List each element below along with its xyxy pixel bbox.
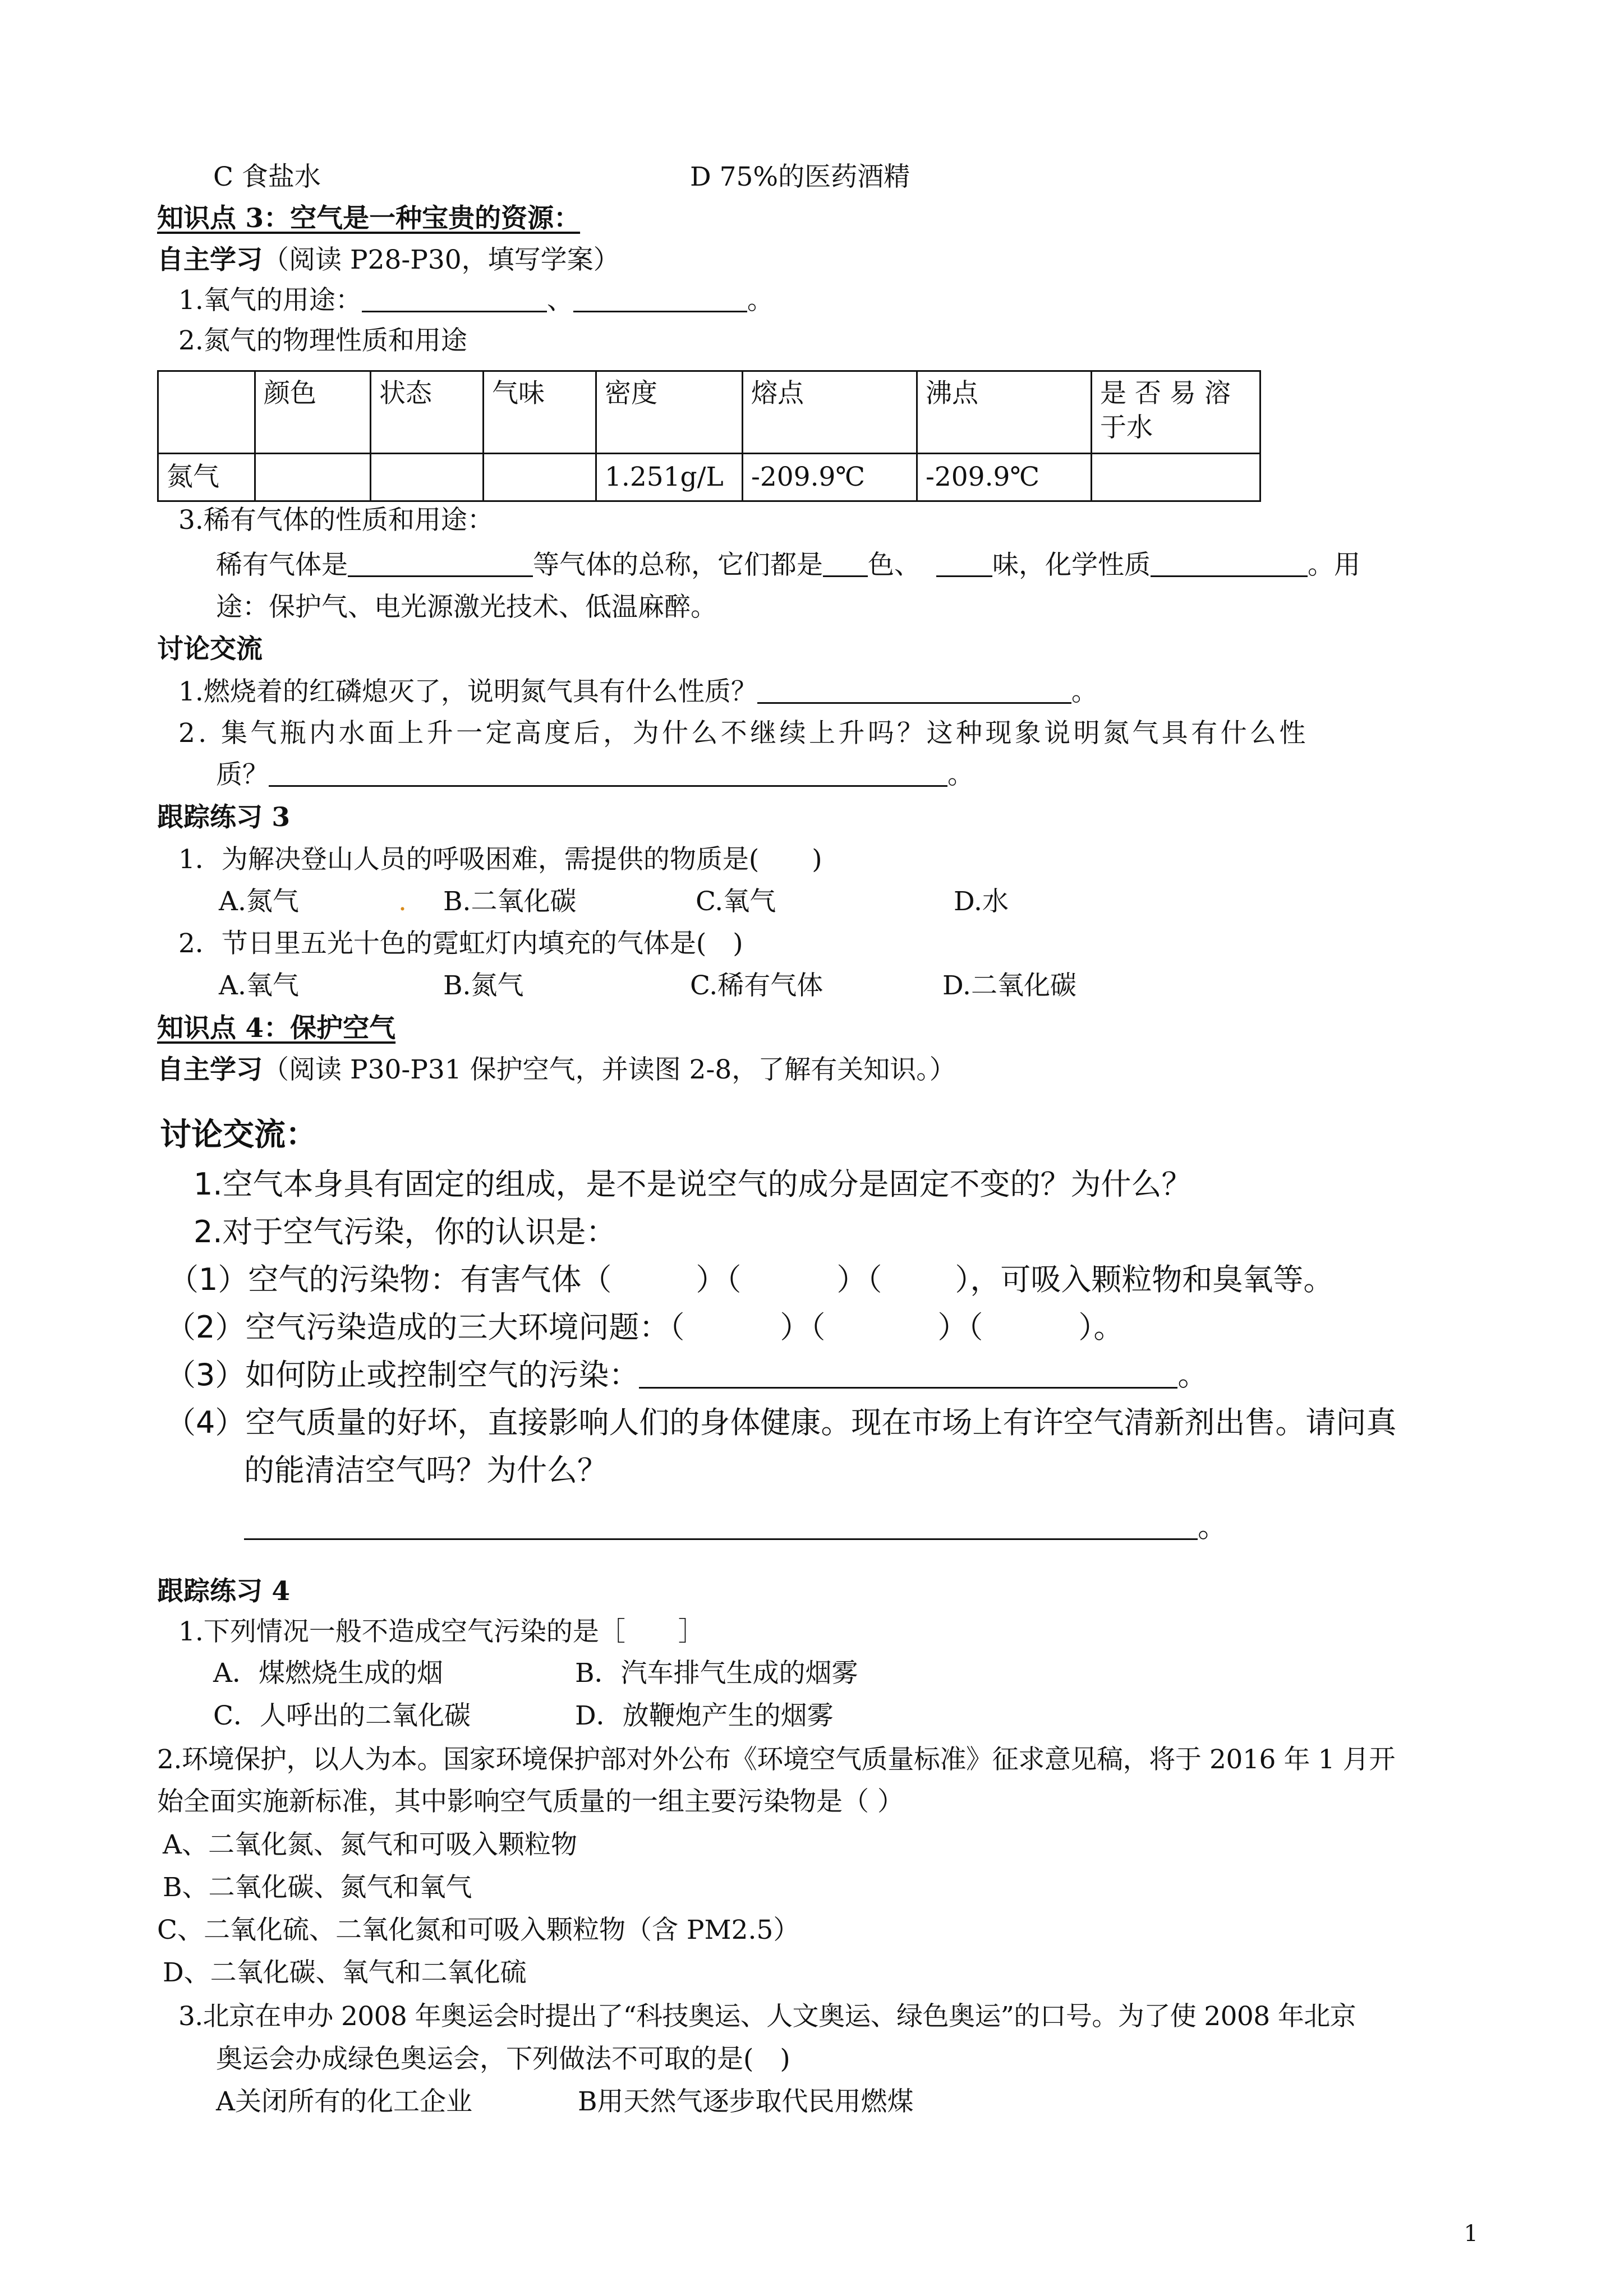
control-pollution-blank[interactable] — [639, 1359, 1177, 1389]
oxygen-uses-end: 。 — [747, 285, 774, 316]
practice4-q3-opt-a[interactable]: A关闭所有的化工企业 — [216, 2086, 472, 2117]
table-header-row — [158, 371, 1260, 454]
discussion3-q2-end: 。 — [947, 759, 974, 790]
rare-gas-blank-4[interactable] — [1151, 551, 1308, 577]
option-c: C 食盐水 — [213, 162, 321, 192]
table-cell[interactable] — [1092, 454, 1260, 501]
section-title-kp3: 知识点 3：空气是一种宝贵的资源： — [157, 203, 581, 234]
practice4-q1-opt-b[interactable]: B．汽车排气生成的烟雾 — [575, 1658, 858, 1689]
oxygen-uses-sep: 、 — [546, 285, 573, 316]
practice-title-3: 跟踪练习 3 — [157, 802, 291, 833]
oxygen-use-blank-2[interactable] — [573, 286, 747, 312]
s2-text-a: （2）空气污染造成的三大环境问题：（ — [165, 1310, 685, 1345]
practice3-q2-opt-a[interactable]: A.氧气 — [219, 970, 299, 1001]
self-study-note: （阅读 P30-P31 保护空气，并读图 2-8，了解有关知识。） — [263, 1054, 956, 1085]
rare-gas-blank-1[interactable] — [348, 551, 533, 577]
practice4-q3-opt-b[interactable]: B用天然气逐步取代民用燃煤 — [578, 2086, 914, 2117]
discussion4-s1 — [168, 1262, 1333, 1298]
practice4-q3-line2: 奥运会办成绿色奥运会，下列做法不可取的是( ) — [216, 2044, 790, 2074]
practice3-q2: 2．节日里五光十色的霓虹灯内填充的气体是( ) — [178, 928, 743, 959]
practice4-q3-line1: 3.北京在申办 2008 年奥运会时提出了“科技奥运、人文奥运、绿色奥运”的口号。为了使 2008 年北京 — [178, 2001, 1356, 2032]
table-cell[interactable] — [255, 454, 371, 501]
s1-text-d: ），可吸入颗粒物和臭氧等。 — [955, 1262, 1334, 1297]
air-freshener-answer-blank[interactable] — [244, 1510, 1198, 1540]
rare-gas-line-2: 途：保护气、电光源激光技术、低温麻醉。 — [216, 592, 717, 623]
practice3-q2-opt-d[interactable]: D.二氧化碳 — [942, 970, 1076, 1001]
practice3-q2-opt-b[interactable]: B.氮气 — [443, 970, 524, 1001]
table-header-cell: 密度 — [596, 371, 743, 454]
self-study-label: 自主学习 — [157, 1054, 263, 1085]
table-row — [158, 454, 1260, 501]
rare-gas-text-d: 味，化学性质 — [992, 550, 1151, 580]
discussion4-q2: 2.对于空气污染，你的认识是： — [194, 1214, 617, 1250]
s3-text: （3）如何防止或控制空气的污染： — [165, 1357, 640, 1393]
discussion4-q1: 1.空气本身具有固定的组成，是不是说空气的成分是固定不变的？为什么？ — [194, 1167, 1192, 1202]
practice3-q1: 1．为解决登山人员的呼吸困难，需提供的物质是( ) — [178, 844, 822, 875]
oxygen-uses-question — [178, 285, 774, 316]
self-study-kp3 — [157, 245, 620, 276]
section-title-kp4: 知识点 4：保护空气 — [157, 1013, 396, 1044]
rare-gas-text-c: 色、 — [868, 550, 921, 580]
practice3-q1-opt-a[interactable]: A.氮气 — [219, 886, 299, 917]
rare-gas-text-b: 等气体的总称，它们都是 — [533, 550, 823, 580]
s3-end: 。 — [1177, 1357, 1208, 1393]
rare-gas-text-e: 。用 — [1308, 550, 1360, 580]
discussion4-s3 — [165, 1357, 1208, 1394]
discussion4-s2 — [165, 1310, 1124, 1346]
practice3-q1-opt-c[interactable]: C.氧气 — [696, 886, 776, 917]
practice4-q2-opt-a[interactable]: A、二氧化氮、氮气和可吸入颗粒物 — [163, 1829, 577, 1860]
page-number: 1 — [1464, 2221, 1478, 2247]
discussion3-q2-line2 — [216, 759, 974, 791]
rare-gas-blank-2[interactable] — [823, 551, 868, 577]
nitrogen-properties-table — [157, 370, 1261, 502]
discussion-title-3: 讨论交流 — [157, 634, 263, 665]
practice-title-4: 跟踪练习 4 — [157, 1576, 291, 1607]
practice4-q2-opt-d[interactable]: D、二氧化碳、氧气和二氧化硫 — [163, 1957, 527, 1988]
table-header-cell: 气味 — [484, 371, 596, 454]
table-header-cell: 是 否 易 溶 于水 — [1092, 371, 1260, 454]
practice3-q2-opt-c[interactable]: C.稀有气体 — [690, 970, 823, 1001]
practice4-q1: 1.下列情况一般不造成空气污染的是［ ］ — [178, 1616, 705, 1647]
discussion3-q1-end: 。 — [1071, 676, 1098, 707]
oxygen-use-blank-1[interactable] — [362, 286, 547, 312]
option-d: D 75%的医药酒精 — [690, 162, 910, 192]
self-study-label: 自主学习 — [157, 245, 263, 275]
table-header-cell — [158, 371, 255, 454]
s4-end: 。 — [1198, 1509, 1228, 1544]
table-cell[interactable] — [484, 454, 596, 501]
discussion3-q1-text: 1.燃烧着的红磷熄灭了，说明氮气具有什么性质？ — [178, 676, 757, 707]
discussion-title-4: 讨论交流： — [160, 1117, 317, 1153]
practice3-q1-opt-b[interactable]: B.二氧化碳 — [443, 886, 577, 917]
discussion3-q2-blank[interactable] — [269, 760, 947, 787]
table-header-cell: 熔点 — [743, 371, 917, 454]
table-cell: 氮气 — [158, 454, 255, 501]
practice4-q1-opt-d[interactable]: D．放鞭炮产生的烟雾 — [575, 1700, 834, 1731]
practice4-q1-opt-c[interactable]: C．人呼出的二氧化碳 — [213, 1700, 471, 1731]
rare-gas-blank-3[interactable] — [936, 551, 992, 577]
rare-gas-line-1 — [216, 550, 1360, 581]
practice4-q2-line2: 始全面实施新标准，其中影响空气质量的一组主要污染物是（ ） — [157, 1786, 904, 1817]
table-cell[interactable] — [371, 454, 484, 501]
s1-text-c: ）（ — [836, 1262, 882, 1297]
rare-gas-text-a: 稀有气体是 — [216, 550, 348, 580]
s2-text-d: ）。 — [1078, 1310, 1124, 1345]
discussion3-q1 — [178, 676, 1098, 708]
nitrogen-properties-heading: 2.氮气的物理性质和用途 — [178, 325, 467, 356]
self-study-note: （阅读 P28-P30，填写学案） — [263, 245, 620, 275]
rare-gas-heading: 3.稀有气体的性质和用途： — [178, 505, 494, 536]
s1-text-a: （1）空气的污染物：有害气体（ — [168, 1262, 612, 1297]
discussion4-s4-line1: （4）空气质量的好坏，直接影响人们的身体健康。现在市场上有许空气清新剂出售。请问真 — [165, 1405, 1397, 1440]
practice3-q1-dot: . — [398, 886, 407, 917]
table-header-cell: 状态 — [371, 371, 484, 454]
s2-text-c: ）（ — [937, 1310, 983, 1345]
discussion3-q2-line1: 2. 集气瓶内水面上升一定高度后，为什么不继续上升吗？这种现象说明氮气具有什么性 — [178, 718, 1309, 749]
table-cell: -209.9℃ — [917, 454, 1092, 501]
table-cell: -209.9℃ — [743, 454, 917, 501]
practice3-q1-opt-d[interactable]: D.水 — [954, 886, 1009, 917]
table-cell: 1.251g/L — [596, 454, 743, 501]
practice4-q2-opt-b[interactable]: B、二氧化碳、氮气和氧气 — [163, 1872, 472, 1903]
discussion4-s4-line2: 的能清洁空气吗？为什么？ — [244, 1453, 608, 1488]
s2-text-b: ）（ — [780, 1310, 826, 1345]
practice4-q2-opt-c[interactable]: C、二氧化硫、二氧化氮和可吸入颗粒物（含 PM2.5） — [157, 1915, 800, 1945]
oxygen-uses-label: 1.氧气的用途： — [178, 285, 362, 316]
discussion4-s4-answer — [244, 1509, 1228, 1545]
table-header-cell: 沸点 — [917, 371, 1092, 454]
s1-text-b: ）（ — [696, 1262, 742, 1297]
table-header-cell: 颜色 — [255, 371, 371, 454]
discussion3-q2-label: 质？ — [216, 759, 269, 790]
practice4-q2-line1: 2.环境保护，以人为本。国家环境保护部对外公布《环境空气质量标准》征求意见稿，将于 2016 年 1 月开 — [157, 1744, 1395, 1775]
discussion3-q1-blank[interactable] — [757, 677, 1071, 704]
self-study-kp4 — [157, 1054, 956, 1086]
practice4-q1-opt-a[interactable]: A．煤燃烧生成的烟 — [213, 1658, 443, 1689]
